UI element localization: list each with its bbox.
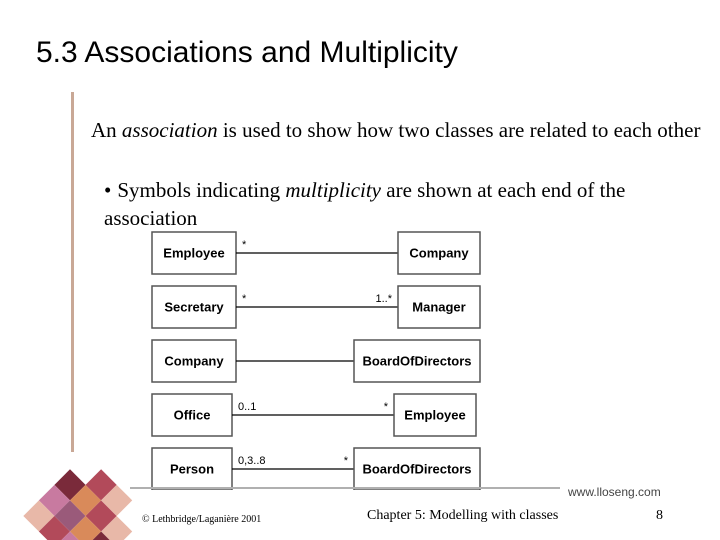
- page-number: 8: [656, 508, 663, 523]
- multiplicity-label: 1..*: [375, 293, 392, 305]
- website-link[interactable]: www.lloseng.com: [568, 485, 661, 499]
- association-diagram: [148, 228, 484, 490]
- multiplicity-label: 0,3..8: [238, 455, 266, 467]
- association-row: [152, 340, 480, 382]
- chapter-label: Chapter 5: Modelling with classes: [367, 508, 559, 523]
- multiplicity-label: 0..1: [238, 401, 257, 413]
- association-row: [152, 394, 476, 436]
- decorative-mosaic: [0, 410, 140, 540]
- class-name: Employee: [163, 245, 225, 261]
- class-name: Secretary: [164, 299, 224, 315]
- bullet-item: [104, 176, 704, 232]
- multiplicity-label: *: [242, 293, 247, 305]
- multiplicity-label: *: [383, 401, 388, 413]
- class-name: Company: [409, 245, 469, 261]
- footer-divider: [130, 487, 560, 489]
- intro-emphasis: association: [121, 118, 218, 142]
- class-name: BoardOfDirectors: [362, 353, 472, 369]
- multiplicity-label: *: [242, 239, 247, 251]
- multiplicity-label: *: [343, 455, 348, 467]
- slide-title: 5.3 Associations and Multiplicity: [36, 36, 458, 69]
- class-name: Company: [164, 353, 224, 369]
- bullet-symbol: •: [104, 178, 112, 202]
- class-name: Employee: [404, 407, 466, 423]
- bullet-text-start: Symbols indicating: [117, 178, 286, 202]
- intro-text-end: is used to show how two classes are related to each other: [217, 118, 701, 142]
- intro-text-start: An: [91, 118, 122, 142]
- bullet-emphasis: multiplicity: [285, 178, 382, 202]
- accent-divider: [71, 92, 74, 452]
- class-name: BoardOfDirectors: [362, 461, 472, 477]
- association-row: [152, 448, 480, 490]
- class-name: Office: [173, 407, 211, 423]
- bullet-text-end: are shown at each end of the association: [104, 178, 626, 230]
- class-name: Person: [169, 461, 215, 477]
- copyright-text: © Lethbridge/Laganière 2001: [142, 514, 262, 525]
- class-name: Manager: [412, 299, 466, 315]
- association-row: [152, 232, 480, 274]
- association-row: [152, 286, 480, 328]
- intro-paragraph: [91, 116, 701, 144]
